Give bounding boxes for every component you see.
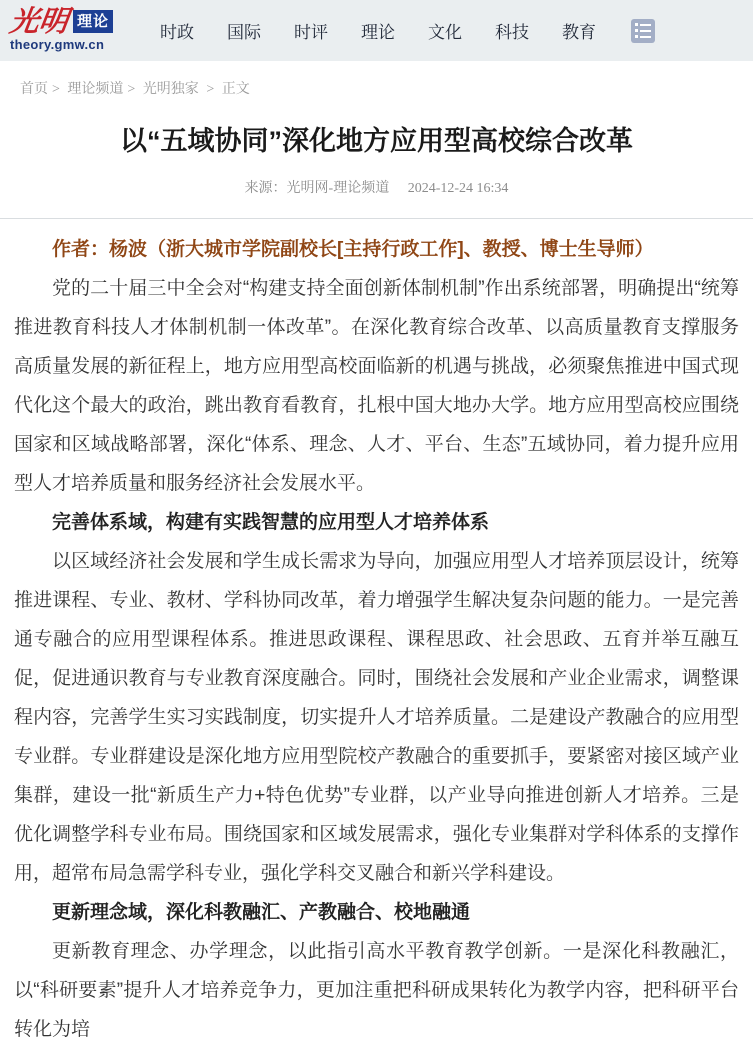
article-title: 以“五域协同”深化地方应用型高校综合改革	[120, 126, 633, 156]
nav-item-shizheng[interactable]: 时政	[160, 23, 194, 42]
section-heading: 完善体系域，构建有实践智慧的应用型人才培养体系	[52, 512, 490, 534]
section-heading: 更新理念域，深化科教融汇、产教融合、校地融通	[52, 902, 471, 924]
nav-item-guoji[interactable]: 国际	[227, 23, 261, 42]
list-menu-icon[interactable]	[631, 19, 655, 43]
article-source: 来源：光明网-理论频道	[244, 181, 390, 197]
logo-domain: theory.gmw.cn	[10, 37, 105, 52]
breadcrumb-theory-channel[interactable]: 理论频道	[67, 82, 124, 97]
breadcrumb	[0, 61, 753, 98]
nav-item-jiaoyu[interactable]: 教育	[562, 23, 596, 42]
site-logo[interactable]	[7, 4, 140, 54]
main-nav	[160, 18, 655, 43]
nav-item-keji[interactable]: 科技	[495, 23, 529, 42]
paragraph: 以区域经济社会发展和学生成长需求为导向，加强应用型人才培养顶层设计，统筹推进课程、专业、教材、学科协同改革，着力增强学生解决复杂问题的能力。一是完善通专融合的应用型课程体系。推进思政课程、课程思政、社会思政、五育并举互融互促，促进通识教育与专业教育深度融合。同时，围绕社会发展和产业企业需求，调整课程内容，完善学生实习实践制度，切实提升人才培养质量。二是建设产教融合的应用型专业群。专业群建设是深化地方应用型院校产教融合的重要抓手，要紧密对接区域产业集群，建设一批“新质生产力+特色优势”专业群，以产业导向推进创新人才培养。三是优化调整学科专业布局。围绕国家和区域发展需求，强化专业集群对学科体系的支撑作用，超常布局急需学科专业，强化学科交叉融合和新兴学科建设。	[14, 551, 739, 885]
author-line: 作者：杨波（浙大城市学院副校长[主持行政工作]、教授、博士生导师）	[52, 239, 654, 261]
menu-row	[635, 35, 651, 38]
nav-item-wenhua[interactable]: 文化	[428, 23, 462, 42]
logo-brand-script: 光明	[7, 4, 71, 38]
paragraph: 党的二十届三中全会对“构建支持全面创新体制机制”作出系统部署，明确提出“统筹推进教育科技人才体制机制一体改革”。在深化教育综合改革、以高质量教育支撑服务高质量发展的新征程上，地方应用型高校面临新的机遇与挑战，必须聚焦推进中国式现代化这个最大的政治，跳出教育看教育，扎根中国大地办大学。地方应用型高校应围绕国家和区域战略部署，深化“体系、理念、人才、平台、生态”五域协同，着力提升应用型人才培养质量和服务经济社会发展水平。	[14, 278, 739, 495]
menu-row	[635, 29, 651, 32]
nav-item-lilun[interactable]: 理论	[361, 23, 395, 42]
breadcrumb-guangming-exclusive[interactable]: 光明独家	[142, 82, 199, 97]
breadcrumb-separator: >	[206, 82, 215, 97]
breadcrumb-home[interactable]: 首页	[20, 82, 48, 97]
breadcrumb-separator: >	[52, 82, 60, 97]
article-body	[0, 219, 753, 1049]
article-meta	[0, 177, 753, 197]
breadcrumb-current: 正文	[221, 82, 250, 97]
logo-brand-box: 理论	[73, 10, 113, 33]
menu-row	[635, 23, 651, 26]
article	[0, 123, 753, 1049]
breadcrumb-separator: >	[127, 82, 136, 97]
article-datetime: 2024-12-24 16:34	[407, 181, 509, 197]
site-header	[0, 0, 753, 61]
nav-item-shiping[interactable]: 时评	[294, 23, 328, 42]
paragraph: 更新教育理念、办学理念，以此指引高水平教育教学创新。一是深化科教融汇，以“科研要素”提升人才培养竞争力，更加注重把科研成果转化为教学内容，把科研平台转化为培	[14, 941, 739, 1041]
